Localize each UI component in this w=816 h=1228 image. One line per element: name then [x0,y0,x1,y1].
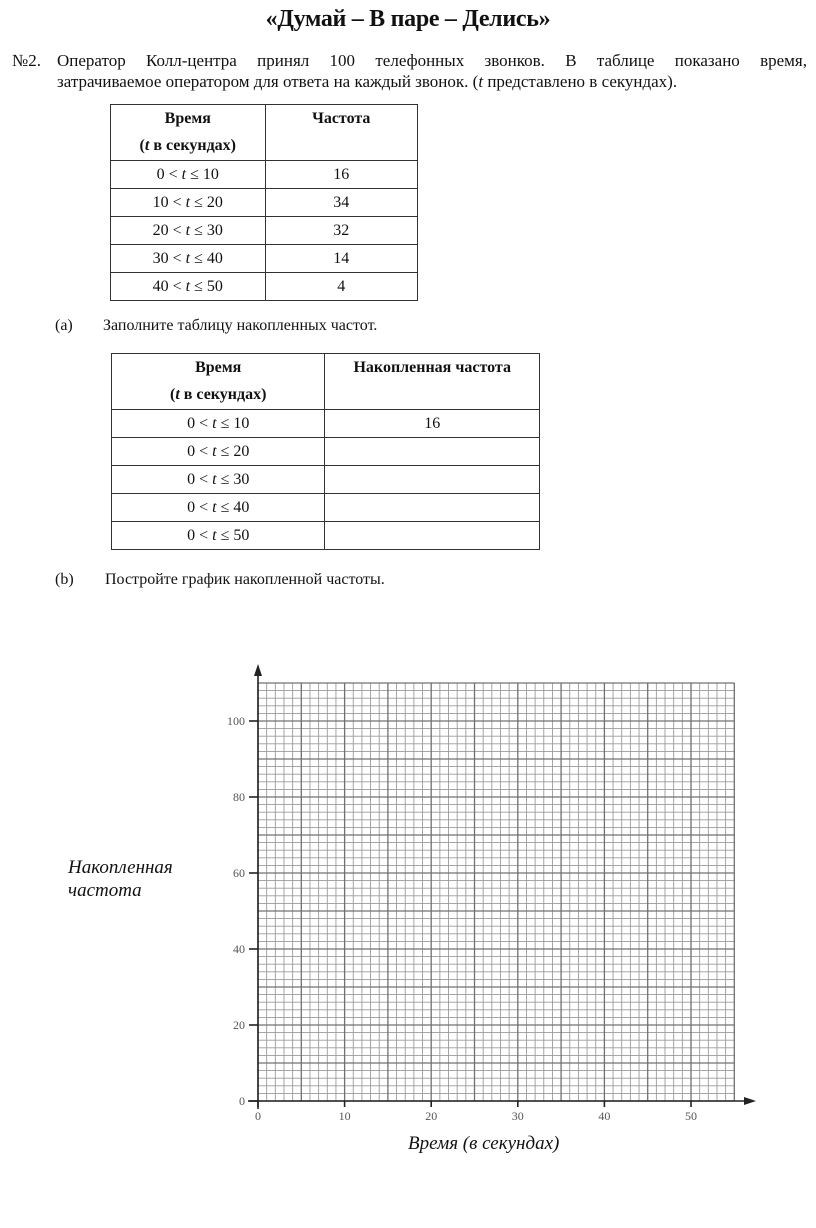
header-cumulative-label: Накопленная частота [353,359,511,376]
chart-axes [248,664,756,1109]
frequency-cell: 32 [265,217,417,245]
interval-lower: 0 [187,470,196,488]
text-fragment: ( [169,386,176,403]
interval-cell: 0 < t ≤ 50 [112,522,325,550]
part-a-instruction: Заполните таблицу накопленных частот. [103,317,378,334]
interval-cell: 20 < t ≤ 30 [111,217,266,245]
interval-cell: 10 < t ≤ 20 [111,189,266,217]
header-time-line1: Время [195,359,242,376]
y-tick-label: 60 [233,866,245,880]
text-fragment: затрачиваемое оператором для ответа на каждый звонок. ( [57,72,479,91]
interval-lower: 0 [187,526,196,544]
cumulative-cell[interactable]: 16 [325,410,540,438]
interval-lower: 20 [152,221,169,239]
problem-text-line1: Оператор Колл-центра принял 100 телефонных звонков. В таблице показано время, [57,51,807,70]
interval-lower: 30 [152,249,169,267]
worksheet-title: «Думай – В паре – Делись» [265,6,551,32]
text-fragment: ( [139,137,145,154]
interval-cell: 0 < t ≤ 10 [112,410,325,438]
header-time-line1: Время [164,110,211,127]
x-tick-label: 0 [255,1109,261,1123]
interval-cell: 0 < t ≤ 20 [112,438,325,466]
part-a-tag: (a) [55,317,73,334]
text-fragment: в секундах) [149,137,236,154]
interval-upper: 50 [233,526,250,544]
interval-lower: 10 [152,193,169,211]
interval-cell: 0 < t ≤ 10 [111,161,266,189]
frequency-cell: 14 [265,245,417,273]
problem-number: №2. [12,51,41,70]
interval-lower: 0 [187,498,196,516]
y-tick-label: 100 [227,714,245,728]
interval-upper: 40 [206,249,223,267]
header-frequency-label: Частота [312,110,371,127]
interval-upper: 30 [233,470,250,488]
interval-cell: 0 < t ≤ 40 [112,494,325,522]
y-tick-label: 20 [233,1018,245,1032]
x-tick-label: 10 [338,1109,351,1123]
part-b-instruction: Постройте график накопленной частоты. [105,571,385,588]
interval-lower: 40 [152,277,169,295]
frequency-cell: 34 [265,189,417,217]
interval-upper: 20 [233,442,250,460]
x-axis-arrow-icon [744,1097,756,1105]
interval-upper: 10 [233,414,250,432]
interval-lower: 0 [187,414,196,432]
x-tick-label: 40 [598,1109,611,1123]
x-tick-label: 30 [511,1109,524,1123]
text-fragment: представлено в секундах). [483,72,678,91]
y-tick-label: 0 [239,1094,245,1108]
interval-upper: 50 [206,277,223,295]
y-axis-label [68,856,173,902]
x-tick-label: 50 [685,1109,697,1123]
interval-cell: 0 < t ≤ 30 [112,466,325,494]
interval-cell: 30 < t ≤ 40 [111,245,266,273]
frequency-cell: 16 [265,161,417,189]
interval-upper: 10 [202,165,219,183]
x-tick-label: 20 [425,1109,438,1123]
interval-cell: 40 < t ≤ 50 [111,273,266,301]
interval-lower: 0 [187,442,196,460]
y-tick-label: 40 [233,942,245,956]
y-axis-label-line2: частота [68,880,142,901]
interval-upper: 40 [233,498,250,516]
part-b-tag: (b) [55,571,74,588]
variable-t: t [175,386,180,403]
interval-lower: 0 [156,165,165,183]
variable-t: t [478,72,484,91]
interval-upper: 30 [206,221,223,239]
variable-t: t [144,137,150,154]
interval-upper: 20 [206,193,223,211]
grid-minor-lines [258,683,734,1101]
y-axis-label-line1: Накопленная [68,857,173,878]
y-axis-arrow-icon [254,664,262,676]
frequency-cell: 4 [265,273,417,301]
x-axis-label: Время (в секундах) [408,1133,560,1154]
y-tick-label: 80 [233,790,245,804]
text-fragment: в секундах) [179,386,267,403]
grid-major-lines [258,683,734,1101]
